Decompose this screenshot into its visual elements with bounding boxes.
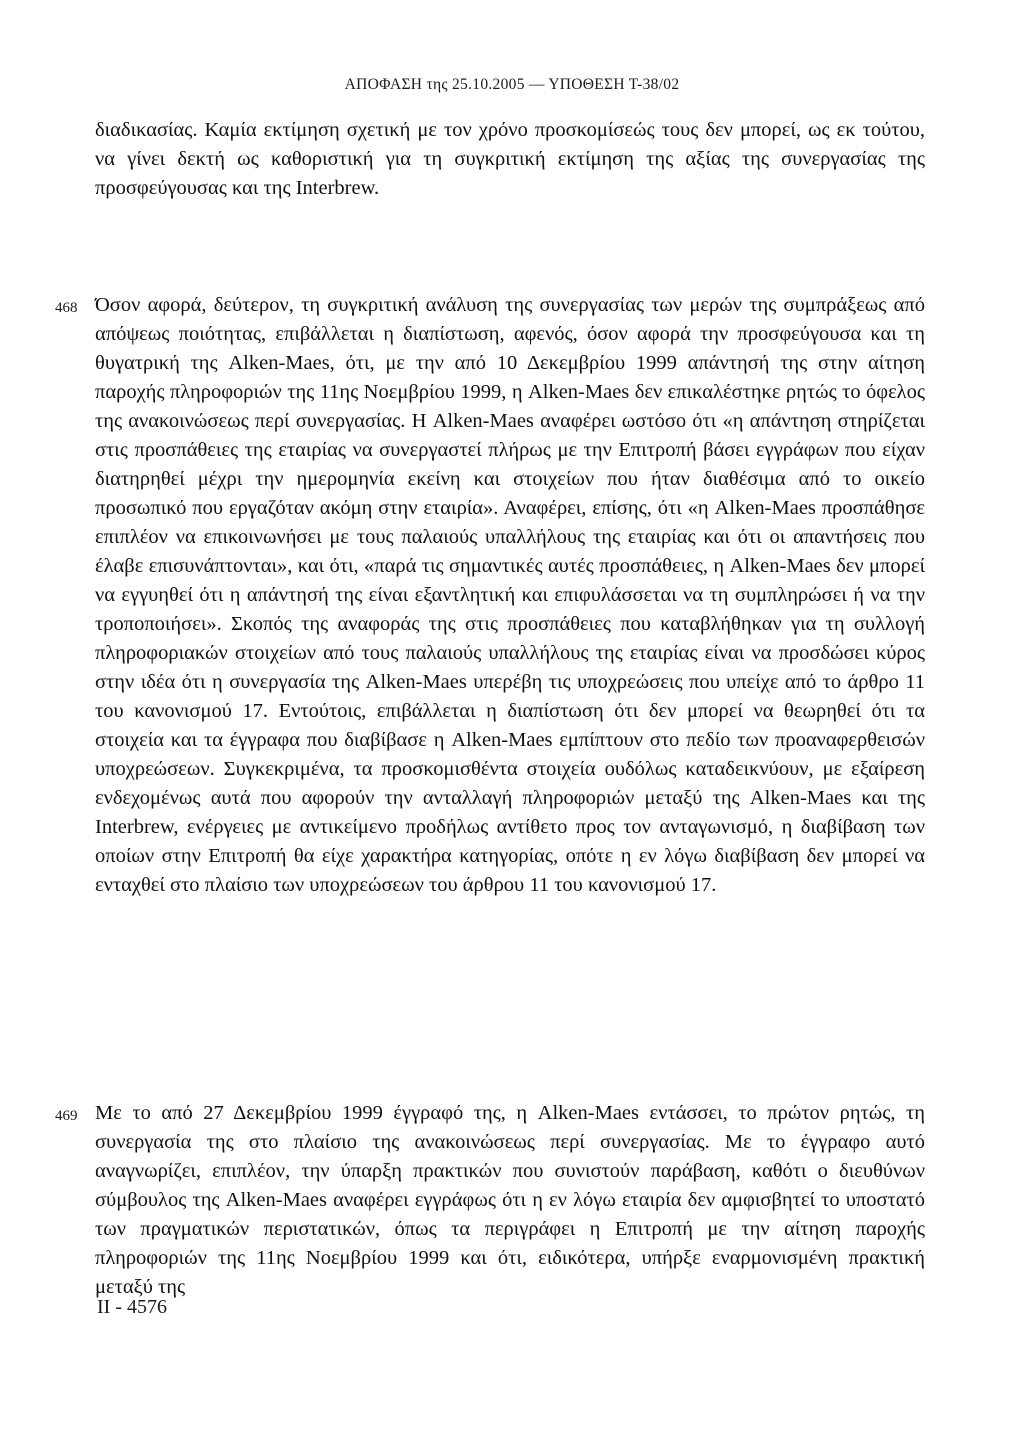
paragraph-continued: διαδικασίας. Καμία εκτίμηση σχετική με τον χρόνο προσκομίσεώς τους δεν μπορεί, ως εκ τούτου, να γίνει δεκτή ως καθοριστική για τη συγκριτική εκτίμηση της αξίας της συνεργασίας της προσφεύγουσας και της Interbrew.: [95, 119, 925, 199]
paragraph-number-468: 468: [55, 300, 78, 316]
page-number: II - 4576: [97, 1296, 167, 1318]
paragraph-468: Όσον αφορά, δεύτερον, τη συγκριτική ανάλυση της συνεργασίας των μερών της συμπράξεως από απόψεως ποιότητας, επιβάλλεται η διαπίστωση, αφενός, όσον αφορά την προσφεύγουσα και τη θυγατρική της Alken-Maes, ότι, με την από 10 Δεκεμβρίου 1999 απάντησή της στην αίτηση παροχής πληροφοριών της 11ης Νοεμβρίου 1999, η Alken-Maes δεν επικαλέστηκε ρητώς το όφελος της ανακοινώσεως περί συνεργασίας. Η Alken-Maes αναφέρει ωστόσο ότι «η απάντηση στηρίζεται στις προσπάθειες της εταιρίας να συνεργαστεί πλήρως με την Επιτροπή βάσει εγγράφων που είχαν διατηρηθεί μέχρι την ημερομηνία εκείνη και στοιχείων που ήταν διαθέσιμα από το οικείο προσωπικό που εργαζόταν ακόμη στην εταιρία». Αναφέρει, επίσης, ότι «η Alken-Maes προσπάθησε επιπλέον να επικοινωνήσει με τους παλαιούς υπαλλήλους της εταιρίας και ότι οι απαντήσεις που έλαβε επισυνάπτονται», και ότι, «παρά τις σημαντικές αυτές προσπάθειες, η Alken-Maes δεν μπορεί να εγγυηθεί ότι η απάντησή της είναι εξαντλητική και επιφυλάσσεται να τη συμπληρώσει ή να την τροποποιήσει». Σκοπός της αναφοράς της στις προσπάθειες που καταβλήθηκαν για τη συλλογή πληροφοριακών στοιχείων από τους παλαιούς υπαλλήλους της εταιρίας είναι να προσδώσει κύρος στην ιδέα ότι η συνεργασία της Alken-Maes υπερέβη τις υποχρεώσεις που υπείχε από το άρθρο 11 του κανονισμού 17. Εντούτοις, επιβάλλεται η διαπίστωση ότι δεν μπορεί να θεωρηθεί ότι τα στοιχεία και τα έγγραφα που διαβίβασε η Alken-Maes εμπίπτουν στο πεδίο των προαναφερθεισών υποχρεώσεων. Συγκεκριμένα, τα προσκομισθέντα στοιχεία ουδόλως καταδεικνύουν, με εξαίρεση ενδεχομένως αυτά που αφορούν την ανταλλαγή πληροφοριών μεταξύ της Alken-Maes και της Interbrew, ενέργειες με αντικείμενο προδήλως αντίθετο προς τον ανταγωνισμό, η διαβίβαση των οποίων στην Επιτροπή θα είχε χαρακτήρα κατηγορίας, οπότε η εν λόγω διαβίβαση δεν μπορεί να ενταχθεί στο πλαίσιο των υποχρεώσεων του άρθρου 11 του κανονισμού 17.: [95, 294, 925, 896]
running-header: ΑΠΟΦΑΣΗ της 25.10.2005 — ΥΠΟΘΕΣΗ Τ-38/02: [344, 76, 680, 93]
paragraph-469: Με το από 27 Δεκεμβρίου 1999 έγγραφό της, η Alken-Maes εντάσσει, το πρώτον ρητώς, τη συνεργασία της στο πλαίσιο της ανακοινώσεως περί συνεργασίας. Με το έγγραφο αυτό αναγνωρίζει, επιπλέον, την ύπαρξη πρακτικών που συνιστούν παράβαση, καθότι ο διευθύνων σύμβουλος της Alken-Maes αναφέρει εγγράφως ότι η εν λόγω εταιρία δεν αμφισβητεί το υποστατό των πραγματικών περιστατικών, όπως τα περιγράφει η Επιτροπή με την αίτηση παροχής πληροφοριών της 11ης Νοεμβρίου 1999 και ότι, ειδικότερα, υπήρξε εναρμονισμένη πρακτική μεταξύ της: [95, 1102, 925, 1298]
paragraph-number-469: 469: [55, 1108, 78, 1124]
